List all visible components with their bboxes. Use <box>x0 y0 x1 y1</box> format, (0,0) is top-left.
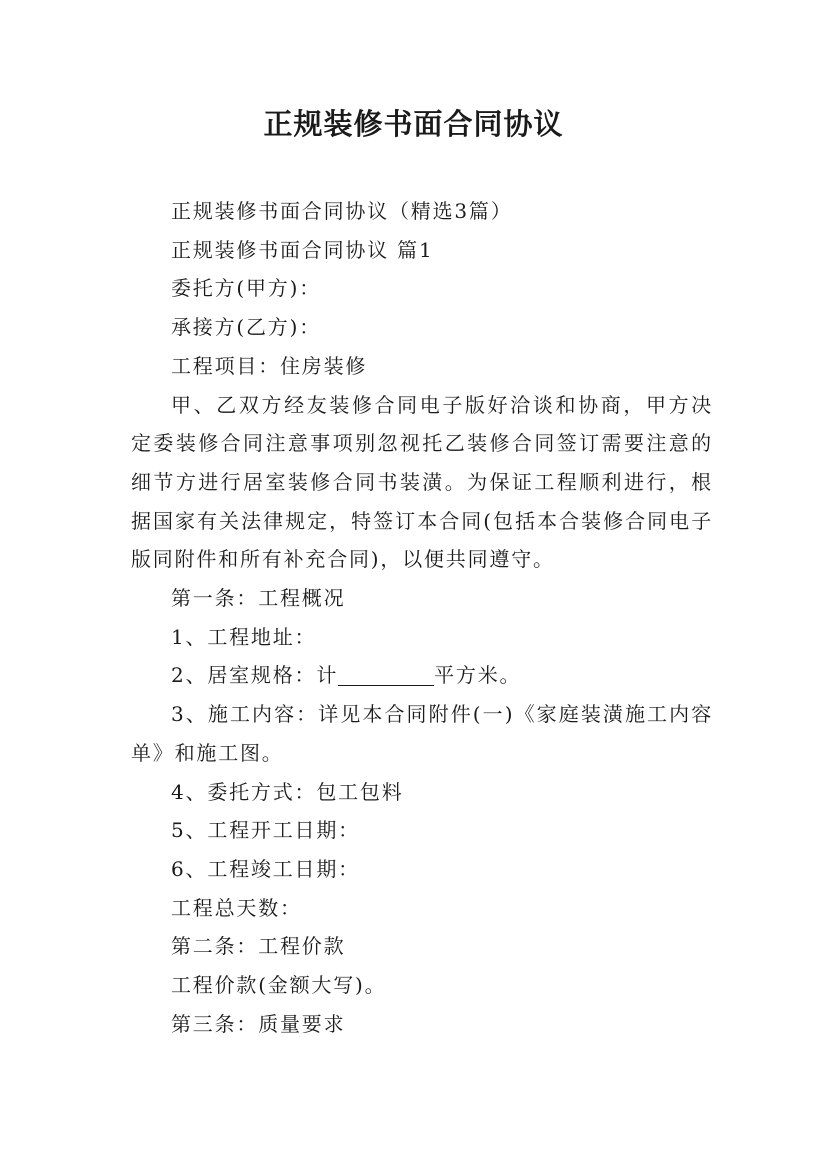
paragraph-total-days: 工程总天数： <box>171 895 302 920</box>
document-title: 正规装修书面合同协议 <box>263 107 564 141</box>
area-blank-line <box>338 663 434 686</box>
paragraph-area <box>131 656 713 695</box>
paragraph-article-2: 第二条：工程价款 <box>171 934 346 959</box>
area-suffix: 平方米。 <box>434 663 522 688</box>
paragraph-party-a: 委托方(甲方)： <box>171 276 322 301</box>
area-prefix: 2、居室规格：计 <box>171 663 339 688</box>
paragraph-subtitle: 正规装修书面合同协议（精选3篇） <box>171 199 513 223</box>
paragraph-address: 1、工程地址： <box>171 624 317 649</box>
paragraph-preamble: 甲、乙双方经友装修合同电子版好洽谈和协商，甲方决定委装修合同注意事项别忽视托乙装修合同签订需要注意的细节方进行居室装修合同书装潢。为保证工程顺利进行，根据国家有关法律规定，特签订本合同(包括本合装修合同电子版同附件和所有补充合同)，以便共同遵守。 <box>131 392 713 572</box>
paragraph-start-date: 5、工程开工日期： <box>171 818 360 843</box>
paragraph-project: 工程项目：住房装修 <box>171 353 368 378</box>
paragraph-party-b: 承接方(乙方)： <box>171 315 322 340</box>
paragraph-section-heading: 正规装修书面合同协议 篇1 <box>171 237 434 262</box>
paragraph-article-3: 第三条：质量要求 <box>171 1011 346 1036</box>
paragraph-price: 工程价款(金额大写)。 <box>171 973 387 998</box>
paragraph-article-1: 第一条：工程概况 <box>171 586 346 611</box>
paragraph-commission-method: 4、委托方式：包工包料 <box>171 779 404 804</box>
paragraph-construction-content: 3、施工内容：详见本合同附件(一)《家庭装潢施工内容单》和施工图。 <box>131 702 713 765</box>
document-body <box>131 192 713 1043</box>
paragraph-end-date: 6、工程竣工日期： <box>171 856 360 881</box>
